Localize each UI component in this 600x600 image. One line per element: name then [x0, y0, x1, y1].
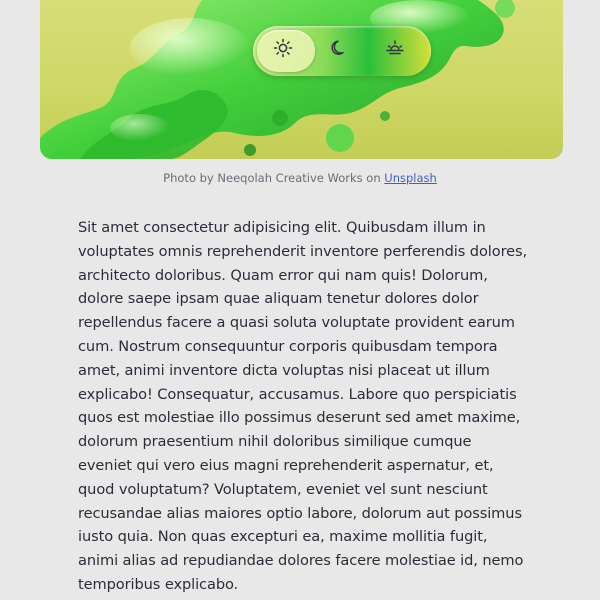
- caption-text: Photo by Neeqolah Creative Works on: [163, 171, 385, 185]
- article-paragraph: Sit amet consectetur adipisicing elit. Quibusdam illum in voluptates omnis reprehenderit inventore perferendis dolores, architecto doloribus. Quam error qui nam quis! Dolorum, dolore saepe ipsam quae aliquam tenetur dolores dolor repellendus facere a quasi soluta voluptate provident earum cum. Nostrum consequuntur corporis quibusdam tempora amet, animi inventore dicta voluptas nisi placeat ut illum explicabo! Consequatur, accusamus. Labore quo perspiciatis quos est molestiae illo possimus deserunt sed amet maxime, dolorum praesentium nihil doloribus similique cumque eveniet qui vero eius magni reprehenderit aspernatur, et, quod voluptatum? Voluptatem, eveniet vel sunt nesciunt recusandae alias maiores optio labore, dolorum aut possimus iusto quia. Non quas excepturi ea, maxime mollitia fugit, animi alias ad repudiandae dolores facere molestiae id, nemo temporibus explicabo.: [78, 219, 528, 593]
- sunrise-icon[interactable]: [385, 38, 411, 64]
- sun-icon[interactable]: [273, 38, 299, 64]
- hero-image: [40, 0, 563, 159]
- photo-caption: [0, 171, 600, 185]
- green-blob-illustration: [40, 0, 563, 159]
- theme-toggle[interactable]: [253, 26, 431, 76]
- unsplash-link[interactable]: Unsplash: [384, 171, 437, 185]
- moon-icon[interactable]: [329, 38, 355, 64]
